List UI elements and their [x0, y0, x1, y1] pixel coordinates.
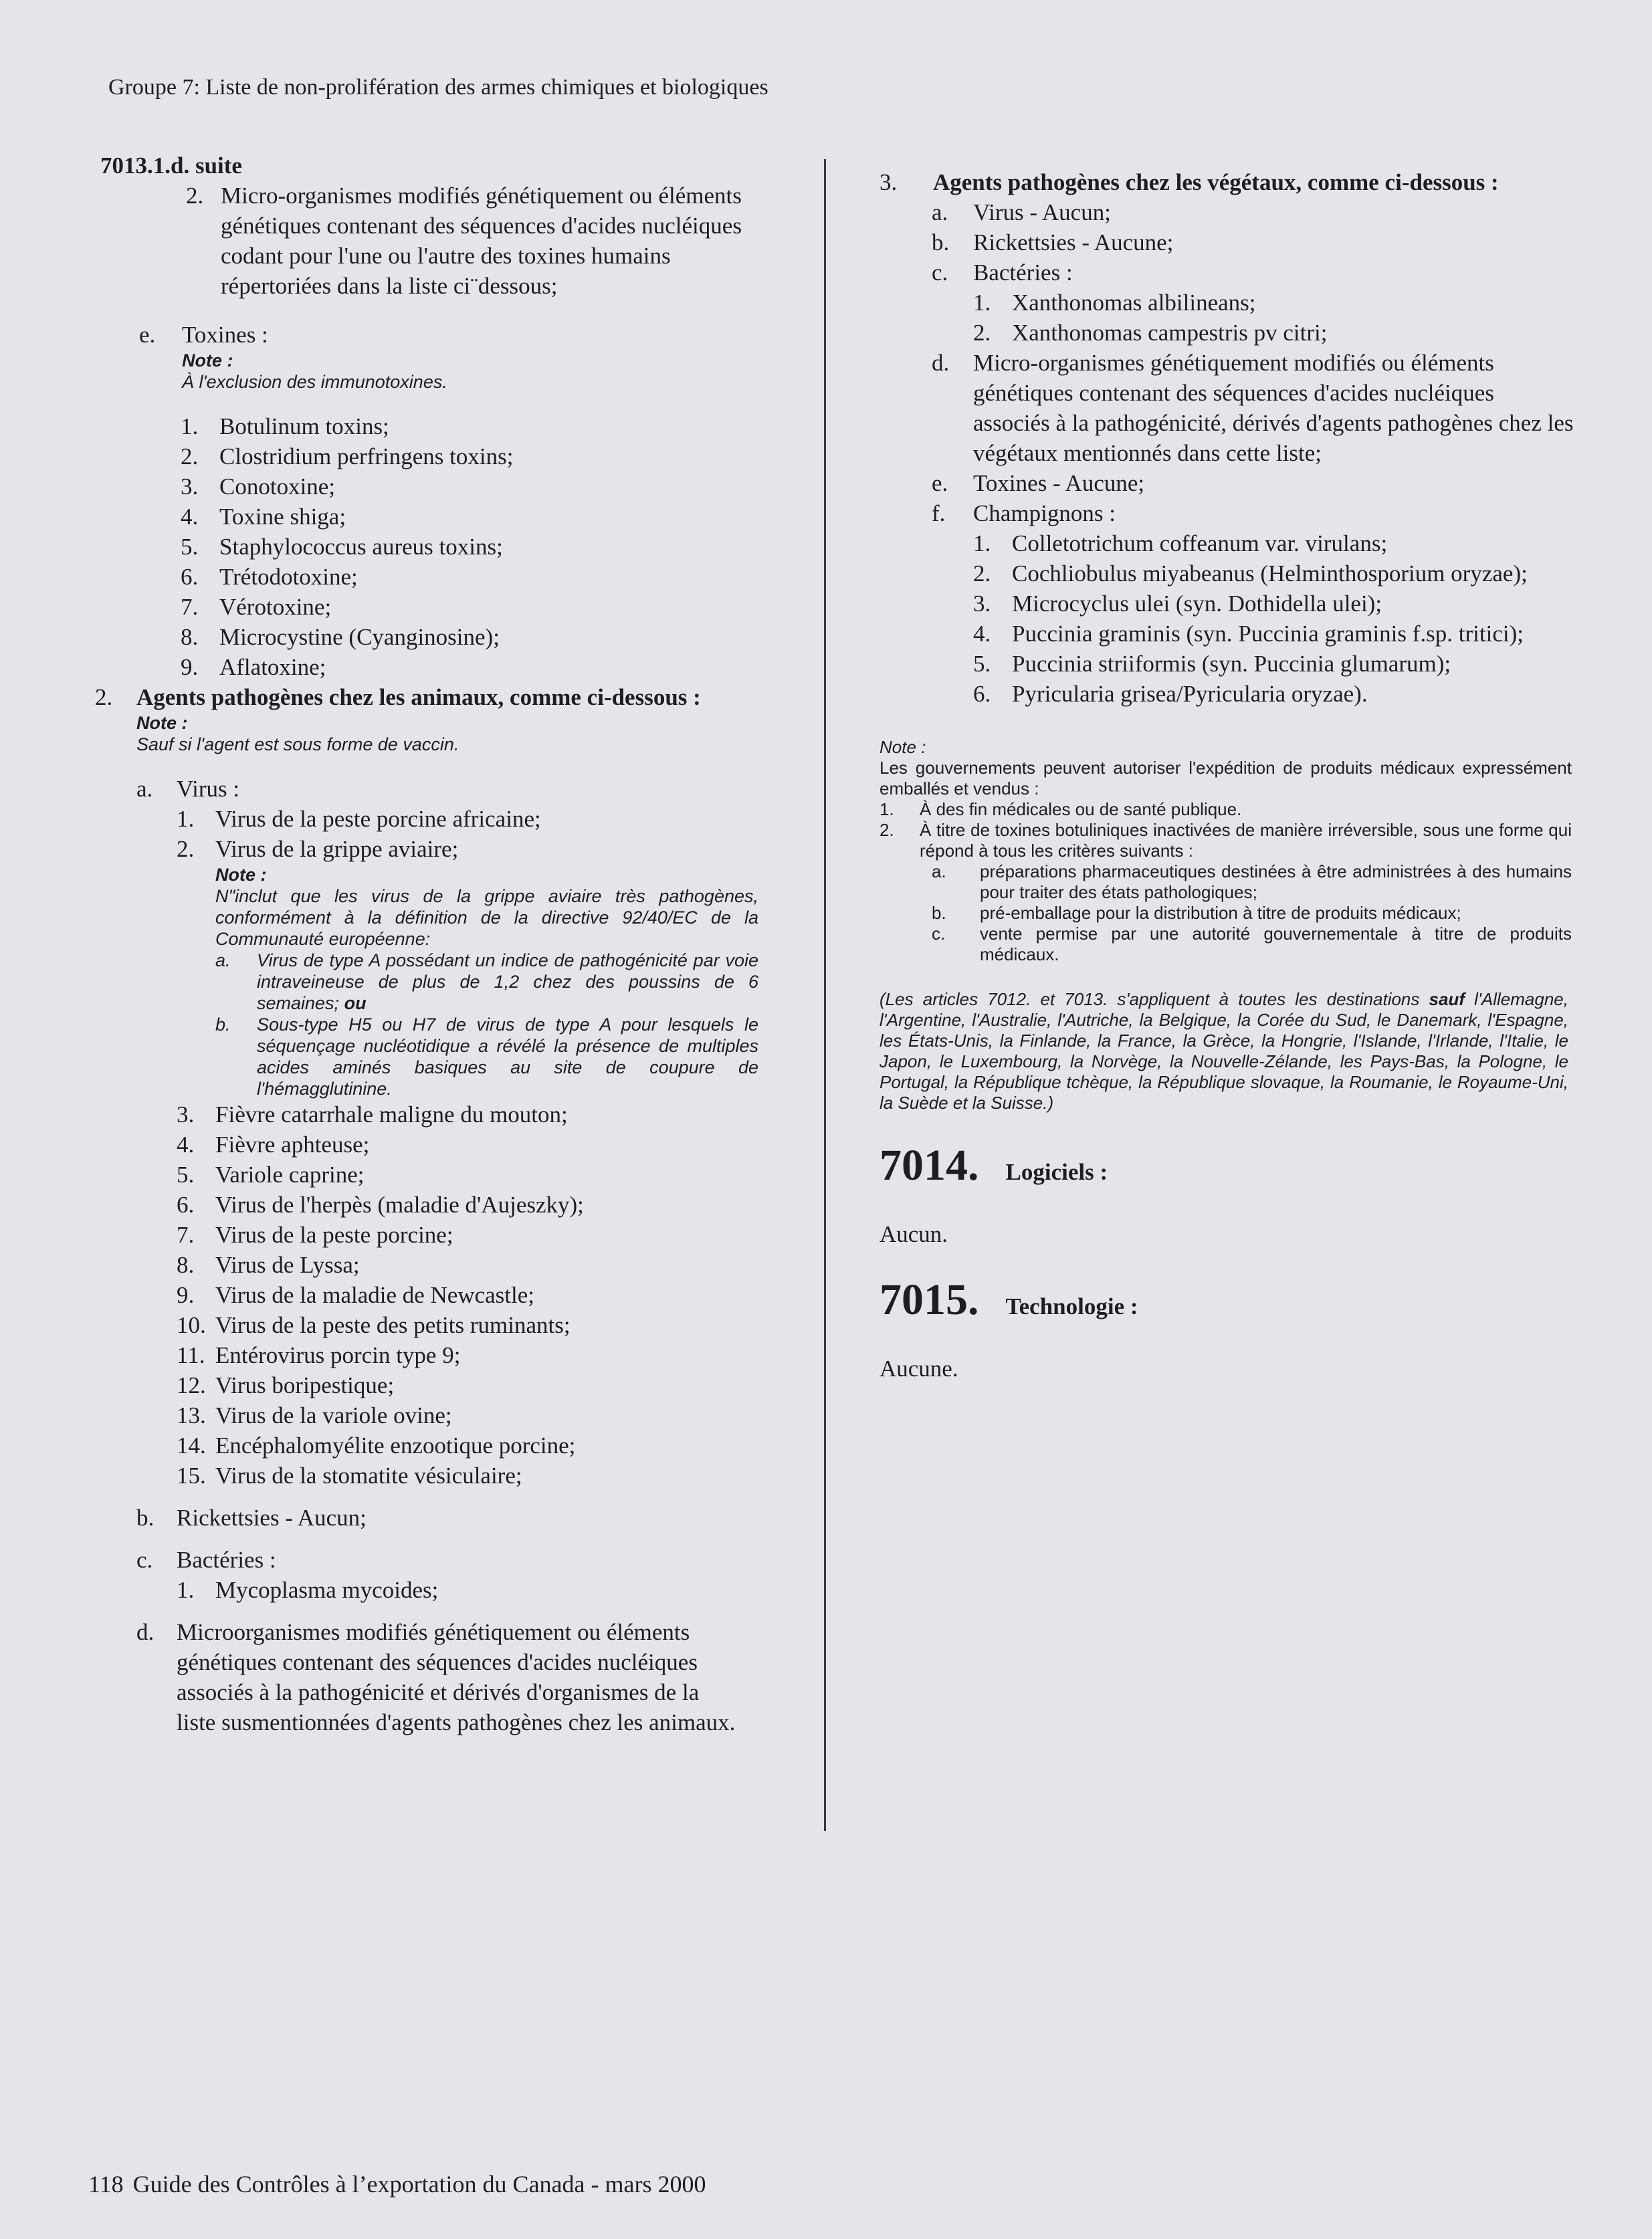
- list-item: Virus - Aucun;: [973, 199, 1111, 225]
- column-divider: [824, 159, 826, 1831]
- list-item: Virus de l'herpès (maladie d'Aujeszky);: [215, 1192, 584, 1218]
- note-intro: Les gouvernements peuvent autoriser l'expédition de produits médicaux expressément emballés et vendus :: [880, 758, 1572, 798]
- section-7015-body: Aucune.: [880, 1356, 958, 1382]
- list-item: Cochliobulus miyabeanus (Helminthosporium oryzae);: [1012, 560, 1528, 587]
- list-item: Variole caprine;: [215, 1162, 365, 1188]
- list-item: Encéphalomyélite enzootique porcine;: [215, 1432, 576, 1459]
- list-item: pré-emballage pour la distribution à titre de produits médicaux;: [980, 903, 1461, 923]
- note-text: À l'exclusion des immunotoxines.: [182, 372, 447, 392]
- list-item: Virus de Lyssa;: [215, 1252, 360, 1278]
- section-heading: 7013.1.d. suite: [100, 152, 242, 179]
- subsection-a: a. Virus : 1. Virus de la peste porcine africaine; 2. Virus de la grippe aviaire; Note : N"inclut que les virus de la grippe aviaire très pathogènes, conformément à la définition de la directive 92/40/EC de la Communauté européenne: a. Virus de type A possédant un indice de pathogénicité par voie intraveineuse de plus de 1,2 chez des poussins de 6 semaines; ou b. Sous-type H5 ou H7 de virus de type A pour lesquels le séquençage nucléotidique a révélé la présence de multiples acides aminés basiques au site de coupure de l'hémagglutinine. 3. Fièvre catarrhale maligne du mouton; 4. Fièvre aphteuse; 5. Variole caprine; 6. Virus de l'herpès (maladie d'Aujeszky); 7. Virus de la peste porcine; 8. Virus de Lyssa; 9. Virus de la maladie de Newcastle; 10. Virus de la peste des petits ruminants; 11. Entérovirus porcin type 9; 12. Virus boripestique; 13. Virus de la variole ovine; 14. Encéphalomyélite enzootique porcine; 15. Virus de la stomatite vésiculaire;: [136, 774, 796, 1491]
- list-item: Aflatoxine;: [219, 654, 326, 680]
- list-item: Vérotoxine;: [219, 594, 332, 620]
- list-item: À des fin médicales ou de santé publique.: [920, 799, 1242, 819]
- section-plants: 3. Agents pathogènes chez les végétaux, comme ci-dessous :: [880, 167, 1575, 197]
- list-item: Fièvre catarrhale maligne du mouton;: [215, 1101, 568, 1128]
- list-item: Toxines - Aucune;: [973, 470, 1145, 496]
- list-item: préparations pharmaceutiques destinées à être administrées à des humains pour traiter des états pathologiques;: [980, 861, 1572, 902]
- section-7015: 7015. Technologie :: [880, 1275, 1138, 1324]
- list-item: Conotoxine;: [219, 473, 336, 500]
- medical-note: Note : Les gouvernements peuvent autoriser l'expédition de produits médicaux expressément emballés et vendus : 1. À des fin médicales ou de santé publique. 2. À titre de toxines botuliniques inactivées de manière irréversible, sous une forme qui répond à tous les critères suivants : a. préparations pharmaceutiques destinées à être administrées à des humains pour traiter des états pathologiques; b. pré-emballage pour la distribution à titre de produits médicaux; c. vente permise par une autorité gouvernementale à titre de produits médicaux.: [880, 737, 1572, 964]
- subsection-d: d. Microorganismes modifiés génétiquement ou éléments génétiques contenant des séquences d'acides nucléiques associés à la pathogénicité et dérivés d'organismes de la liste susmentionnées d'agents pathogènes chez les animaux.: [136, 1619, 736, 1735]
- subsection-c: c. Bactéries : 1. Mycoplasma mycoides;: [136, 1545, 796, 1605]
- subsection-b: b. Rickettsies - Aucun;: [136, 1505, 367, 1531]
- list-item: Colletotrichum coffeanum var. virulans;: [1012, 530, 1388, 556]
- list-item: Toxine shiga;: [219, 504, 346, 530]
- list-item: Puccinia graminis (syn. Puccinia graminis f.sp. tritici);: [1012, 621, 1524, 647]
- note-label: Note :: [136, 713, 188, 733]
- note-text: Sauf si l'agent est sous forme de vaccin.: [136, 734, 459, 754]
- subsection-e: e. Toxines : Note : À l'exclusion des immunotoxines. 1. Botulinum toxins; 2. Clostridium perfringens toxins; 3. Conotoxine; 4. Toxine shiga; 5. Staphylococcus aureus toxins; 6. Trétodotoxine; 7. Vérotoxine; 8. Microcystine (Cyanginosine); 9. Aflatoxine;: [139, 320, 796, 682]
- list-item: Virus de la stomatite vésiculaire;: [215, 1463, 522, 1489]
- list-item: Virus de la maladie de Newcastle;: [215, 1282, 535, 1308]
- toxin-list: 1. Botulinum toxins; 2. Clostridium perfringens toxins; 3. Conotoxine; 4. Toxine shiga; 5. Staphylococcus aureus toxins; 6. Trétodotoxine; 7. Vérotoxine; 8. Microcystine (Cyanginosine); 9. Aflatoxine;: [181, 411, 796, 682]
- list-item: Rickettsies - Aucune;: [973, 229, 1174, 255]
- section-animals: 2. Agents pathogènes chez les animaux, comme ci-dessous : Note : Sauf si l'agent est sous forme de vaccin. a. Virus : 1. Virus de la peste porcine africaine; 2. Virus de la grippe aviaire; Note : N"inclut que les virus de la grippe aviaire très pathogènes, conformément à la définition de la directive 92/40/EC de la Communauté européenne: a. Virus de type A possédant un indice de pathogénicité par voie intraveineuse de plus de 1,2 chez des poussins de 6 semaines; ou b. Sous-type H5 ou H7 de virus de type A pour lesquels le séquençage nucléotidique a révélé la présence de multiples acides aminés basiques au site de coupure de l'hémagglutinine. 3. Fièvre catarrhale maligne du mouton; 4. Fièvre aphteuse; 5. Variole caprine; 6. Virus de l'herpès (maladie d'Aujeszky); 7. Virus de la peste porcine; 8. Virus de Lyssa; 9. Virus de la maladie de Newcastle; 10. Virus de la peste des petits ruminants; 11. Entérovirus porcin type 9; 12. Virus boripestique; 13. Virus de la variole ovine; 14. Encéphalomyélite enzootique porcine; 15. Virus de la stomatite vésiculaire; b. Rickettsies - Aucun; c. Bactéries : 1. Mycoplasma mycoides; d. Microorganismes modifiés génétiquement ou éléments génétiques contenant des séquences d'acides nucléiques associés à la pathogénicité et dérivés d'organismes de la liste susmentionnées d'agents pathogènes chez les animaux.: [95, 682, 796, 1737]
- page-number: 118: [88, 2171, 124, 2198]
- list-item: 2. Micro-organismes modifiés génétiquement ou éléments génétiques contenant des séquences d'acides nucléiques codant pour l'une ou l'autre des toxines humains répertoriées dans la liste ci¨dessous;: [186, 183, 742, 299]
- section-7014: 7014. Logiciels :: [880, 1141, 1108, 1190]
- plants-list: a. Virus - Aucun; b. Rickettsies - Aucune; c. Bactéries : 1. Xanthonomas albilineans; 2. Xanthonomas campestris pv citri; d. Micro-organismes génétiquement modifiés ou éléments génétiques contenant des séquences d'acides nucléiques associés à la pathogénicité, dérivés d'agents pathogènes chez les végétaux mentionnés dans cette liste; e. Toxines - Aucune; f. Champignons : 1. Colletotrichum coffeanum var. virulans; 2. Cochliobulus miyabeanus (Helminthosporium oryzae); 3. Microcyclus ulei (syn. Dothidella ulei); 4. Puccinia graminis (syn. Puccinia graminis f.sp. tritici); 5. Puccinia striiformis (syn. Puccinia glumarum); 6. Pyricularia grisea/Pyricularia oryzae).: [932, 197, 1575, 709]
- list-item: Xanthonomas albilineans;: [1012, 290, 1256, 316]
- section-7014-body: Aucun.: [880, 1221, 948, 1247]
- list-item: vente permise par une autorité gouvernementale à titre de produits médicaux.: [980, 924, 1572, 964]
- list-item: À titre de toxines botuliniques inactivées de manière irréversible, sous une forme qui répond à tous les critères suivants :: [920, 820, 1572, 861]
- list-item: Puccinia striiformis (syn. Puccinia glumarum);: [1012, 651, 1451, 677]
- list-item: Micro-organismes génétiquement modifiés ou éléments génétiques contenant des séquences d'acides nucléiques associés à la pathogénicité, dérivés d'agents pathogènes chez les végétaux mentionnés dans cette liste;: [973, 350, 1574, 466]
- section-title: Agents pathogènes chez les végétaux, comme ci-dessous :: [933, 169, 1499, 195]
- footer-text: Guide des Contrôles à l’exportation du Canada - mars 2000: [132, 2171, 706, 2198]
- list-item: Virus de la peste porcine;: [215, 1222, 453, 1248]
- page-header: Groupe 7: Liste de non-prolifération des armes chimiques et biologiques: [108, 75, 768, 100]
- note-block: Note : N"inclut que les virus de la grippe aviaire très pathogènes, conformément à la définition de la directive 92/40/EC de la Communauté européenne: a. Virus de type A possédant un indice de pathogénicité par voie intraveineuse de plus de 1,2 chez des poussins de 6 semaines; ou b. Sous-type H5 ou H7 de virus de type A pour lesquels le séquençage nucléotidique a révélé la présence de multiples acides aminés basiques au site de coupure de l'hémagglutinine.: [215, 865, 758, 1099]
- list-item: Virus de la peste porcine africaine;: [215, 806, 541, 832]
- list-item: Botulinum toxins;: [219, 413, 389, 439]
- articles-note: (Les articles 7012. et 7013. s'appliquent à toutes les destinations sauf l'Allemagne, l'Argentine, l'Australie, l'Autriche, la Belgique, la Corée du Sud, le Danemark, l'Espagne, les États-Unis, la Finlande, la France, la Grèce, la Hongrie, l'Islande, l'Irlande, l'Italie, le Japon, le Luxembourg, la Norvège, la Nouvelle-Zélande, les Pays-Bas, la Pologne, le Portugal, la République tchèque, la République slovaque, la Roumanie, le Royaume-Uni, la Suède et la Suisse.): [880, 989, 1568, 1113]
- list-item: Virus de la peste des petits ruminants;: [215, 1312, 571, 1338]
- list-item: Virus de la variole ovine;: [215, 1402, 452, 1428]
- list-item: Xanthonomas campestris pv citri;: [1012, 320, 1328, 346]
- list-item: Trétodotoxine;: [219, 564, 358, 590]
- list-item: Pyricularia grisea/Pyricularia oryzae).: [1012, 681, 1368, 707]
- section-title: Agents pathogènes chez les animaux, comme ci-dessous :: [136, 684, 701, 710]
- list-item: Virus boripestique;: [215, 1372, 395, 1398]
- left-column: [95, 150, 796, 1737]
- note-label: Note :: [880, 737, 926, 757]
- list-item: Fièvre aphteuse;: [215, 1132, 370, 1158]
- list-item: Staphylococcus aureus toxins;: [219, 534, 503, 560]
- right-column: [880, 167, 1575, 1382]
- page-footer: [88, 2170, 706, 2198]
- list-item: Virus de la grippe aviaire;: [215, 836, 459, 862]
- list-item: Entérovirus porcin type 9;: [215, 1342, 461, 1368]
- list-item: Microcyclus ulei (syn. Dothidella ulei);: [1012, 591, 1382, 617]
- list-item: Microcystine (Cyanginosine);: [219, 624, 500, 650]
- note-label: Note :: [182, 350, 233, 370]
- list-item: Mycoplasma mycoides;: [215, 1577, 439, 1603]
- list-item: Clostridium perfringens toxins;: [219, 443, 514, 469]
